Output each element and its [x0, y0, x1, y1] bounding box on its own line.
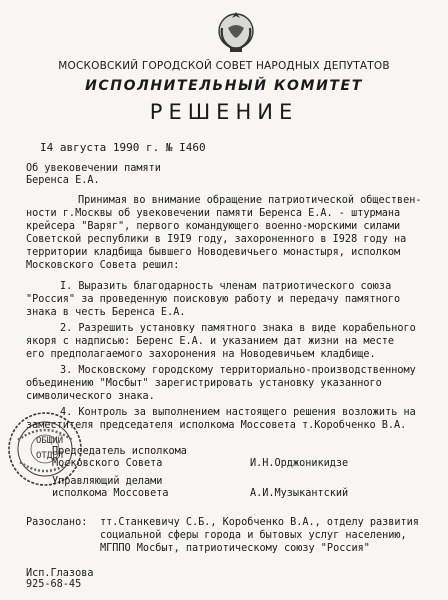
distribution-line: МГППО Мосбыт, патриотическому союзу "Россия" — [100, 543, 370, 554]
point-line: символического знака. — [26, 391, 155, 402]
executor-phone: 925-68-45 — [26, 579, 82, 590]
preamble-line: территории кладбища бывшего Новодевичьего монастыря, исполком — [26, 247, 401, 258]
point-line: 4. Контроль за выполнением настоящего решения возложить на — [60, 407, 416, 418]
preamble-line: ности г.Москвы об увековечении памяти Беренса Е.А. - штурмана — [26, 208, 401, 219]
point-line: I. Выразить благодарность членам патриотического союза — [60, 281, 392, 292]
point-line: 2. Разрешить установку памятного знака в виде корабельного — [60, 323, 416, 334]
signature-name: А.И.Музыкантский — [250, 488, 349, 499]
distribution-line: тт.Станкевичу С.Б., Коробченко В.А., отделу развития — [100, 517, 419, 528]
point-line: 3. Московскому городскому территориально-производственному — [60, 365, 416, 376]
point-line: его предполагаемого захоронения на Новодевичьем кладбище. — [26, 349, 376, 360]
stamp-text: ОБЩИЙ — [36, 436, 64, 446]
executor-name: Исп.Глазова — [26, 568, 94, 579]
state-emblem-icon — [210, 6, 262, 56]
signature-title: Московского Совета — [52, 458, 163, 469]
committee-heading: ИСПОЛНИТЕЛЬНЫЙ КОМИТЕТ — [85, 78, 363, 94]
signature-name: И.Н.Орджоникидзе — [250, 458, 349, 469]
point-line: "Россия" за проведенную поисковую работу и передачу памятного — [26, 294, 401, 305]
signature-title: исполкома Моссовета — [52, 488, 169, 499]
preamble-line: Московского Совета решил: — [26, 260, 180, 271]
date-number-line: I4 августа 1990 г. № I460 — [40, 141, 206, 154]
signature-title: Управляющий делами — [52, 476, 163, 487]
subject-line-2: Беренса Е.А. — [26, 175, 100, 186]
council-heading: МОСКОВСКИЙ ГОРОДСКОЙ СОВЕТ НАРОДНЫХ ДЕПУТАТОВ — [58, 60, 390, 72]
point-line: заместителя председателя исполкома Моссовета т.Коробченко В.А. — [26, 420, 407, 431]
preamble-line: Принимая во внимание обращение патриотической обществен- — [78, 195, 422, 206]
point-line: знака в честь Беренса Е.А. — [26, 307, 186, 318]
document-title: РЕШЕНИЕ — [149, 100, 299, 124]
preamble-line: Советской республики в I9I9 году, захороненного в I928 году на — [26, 234, 407, 245]
distribution-line: социальной сферы города и бытовых услуг населению, — [100, 530, 407, 541]
point-line: якоря с надписью: Беренс Е.А. и указанием дат жизни на месте — [26, 336, 395, 347]
subject-line-1: Об увековечении памяти — [26, 163, 161, 174]
signature-title: Председатель исполкома — [52, 446, 187, 457]
preamble-line: крейсера "Варяг", первого командующего военно-морскими силами — [26, 221, 401, 232]
stamp-text: ОТДЕЛ — [36, 451, 64, 461]
distribution-label: Разослано: — [26, 517, 88, 528]
point-line: объединению "Мосбыт" зарегистрировать установку указанного — [26, 378, 382, 389]
